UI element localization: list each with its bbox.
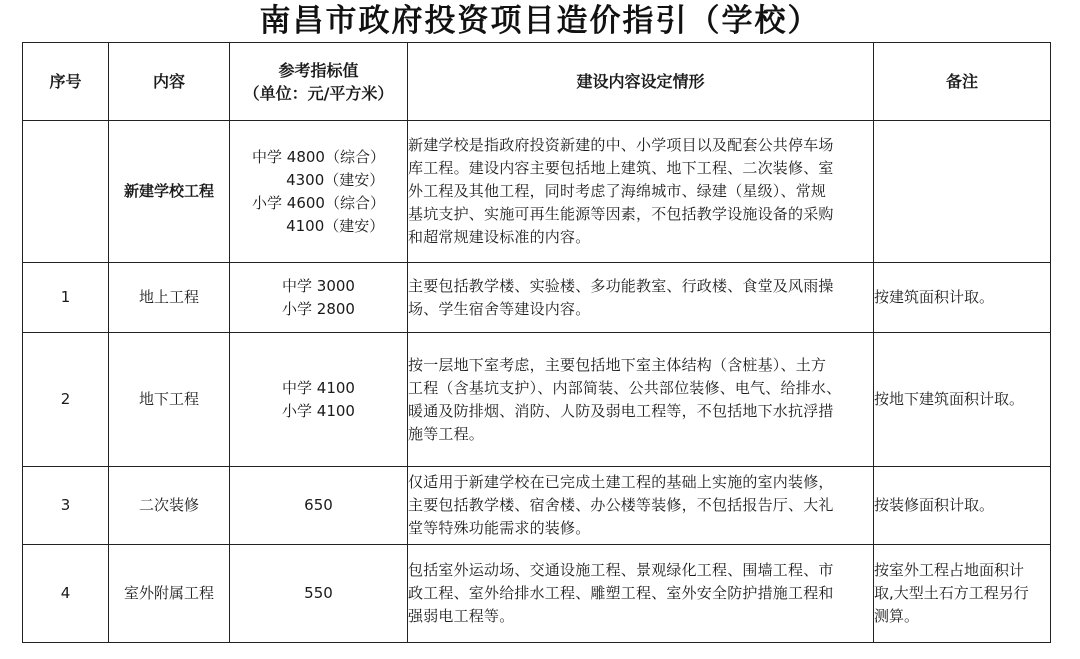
index-line: 中学 3000 [282, 276, 355, 295]
cell-index [230, 263, 408, 333]
cell-desc [408, 545, 874, 643]
desc-line: 施等工程。 [408, 424, 485, 443]
cell-content: 二次装修 [109, 467, 230, 545]
index-line: 中学 4800（综合） [252, 147, 385, 166]
header-index-title: 参考指标值 [278, 60, 359, 80]
cell-desc [408, 121, 874, 263]
desc-line: 暖通及防排烟、消防、人防及弱电工程等，不包括地下水抗浮措 [408, 401, 834, 420]
index-line: 小学 4600（综合） [252, 193, 385, 212]
table-row [23, 333, 1051, 467]
index-line: 中学 4100 [282, 378, 355, 397]
desc-line: 场、学生宿舍等建设内容。 [408, 299, 591, 318]
table-row [23, 545, 1051, 643]
desc-line: 堂等特殊功能需求的装修。 [408, 519, 591, 537]
cell-seq: 4 [23, 545, 109, 643]
document-title: 南昌市政府投资项目造价指引（学校） [259, 3, 821, 39]
cell-seq: 2 [23, 333, 109, 467]
cell-content: 地上工程 [109, 263, 230, 333]
cell-index [230, 333, 408, 467]
cell-seq [23, 121, 109, 263]
cell-note [874, 121, 1051, 263]
desc-line: 强弱电工程等。 [408, 607, 515, 625]
desc-line: 和超常规建设标准的内容。 [408, 228, 591, 246]
header-seq: 序号 [23, 43, 109, 121]
cell-note [874, 263, 1051, 333]
header-note: 备注 [874, 43, 1051, 121]
note-line: 测算。 [874, 607, 920, 625]
desc-line: 主要包括教学楼、宿舍楼、办公楼等装修，不包括报告厅、大礼 [408, 496, 834, 514]
note-line: 按装修面积计取。 [874, 496, 995, 514]
index-line: 550 [304, 584, 333, 602]
cell-desc [408, 263, 874, 333]
cell-index [230, 467, 408, 545]
cost-guide-table [22, 42, 1051, 643]
header-index [230, 43, 408, 121]
header-content: 内容 [109, 43, 230, 121]
desc-line: 按一层地下室考虑，主要包括地下室主体结构（含桩基）、土方 [408, 355, 827, 374]
cell-content: 室外附属工程 [109, 545, 230, 643]
cell-note [874, 467, 1051, 545]
note-line: 按建筑面积计取。 [874, 288, 995, 306]
desc-line: 基坑支护、实施可再生能源等因素，不包括教学设施设备的采购 [408, 205, 834, 223]
desc-line: 新建学校是指政府投资新建的中、小学项目以及配套公共停车场 [408, 136, 834, 154]
header-row [23, 43, 1051, 121]
cell-note [874, 545, 1051, 643]
cell-desc [408, 467, 874, 545]
note-line: 按地下建筑面积计取。 [874, 390, 1025, 408]
desc-line: 工程（含基坑支护）、内部简装、公共部位装修、电气、给排水、 [408, 378, 842, 397]
cell-seq: 3 [23, 467, 109, 545]
index-line: 4100（建安） [252, 216, 385, 235]
table-row [23, 263, 1051, 333]
cell-content: 新建学校工程 [109, 121, 230, 263]
note-line: 按室外工程占地面积计 [874, 561, 1025, 579]
note-line: 取,大型土石方工程另行 [874, 584, 1029, 602]
table-row [23, 121, 1051, 263]
cell-seq: 1 [23, 263, 109, 333]
desc-line: 主要包括教学楼、实验楼、多功能教室、行政楼、食堂及风雨操 [408, 276, 834, 295]
index-line: 4300（建安） [252, 170, 385, 189]
cell-desc [408, 333, 874, 467]
cell-content: 地下工程 [109, 333, 230, 467]
desc-line: 库工程。建设内容主要包括地上建筑、地下工程、二次装修、室 [408, 159, 834, 177]
desc-line: 外工程及其他工程，同时考虑了海绵城市、绿建（星级）、常规 [408, 182, 827, 200]
cell-index [230, 121, 408, 263]
cell-index [230, 545, 408, 643]
index-line: 小学 2800 [282, 299, 355, 318]
cell-note [874, 333, 1051, 467]
desc-line: 政工程、室外给排水工程、雕塑工程、室外安全防护措施工程和 [408, 584, 834, 602]
header-desc: 建设内容设定情形 [408, 43, 874, 121]
index-line: 小学 4100 [282, 401, 355, 420]
table-row [23, 467, 1051, 545]
desc-line: 仅适用于新建学校在已完成土建工程的基础上实施的室内装修， [408, 473, 834, 491]
desc-line: 包括室外运动场、交通设施工程、景观绿化工程、围墙工程、市 [408, 561, 834, 579]
index-line: 650 [304, 496, 333, 514]
header-index-unit: （单位：元/平方米） [243, 83, 394, 103]
